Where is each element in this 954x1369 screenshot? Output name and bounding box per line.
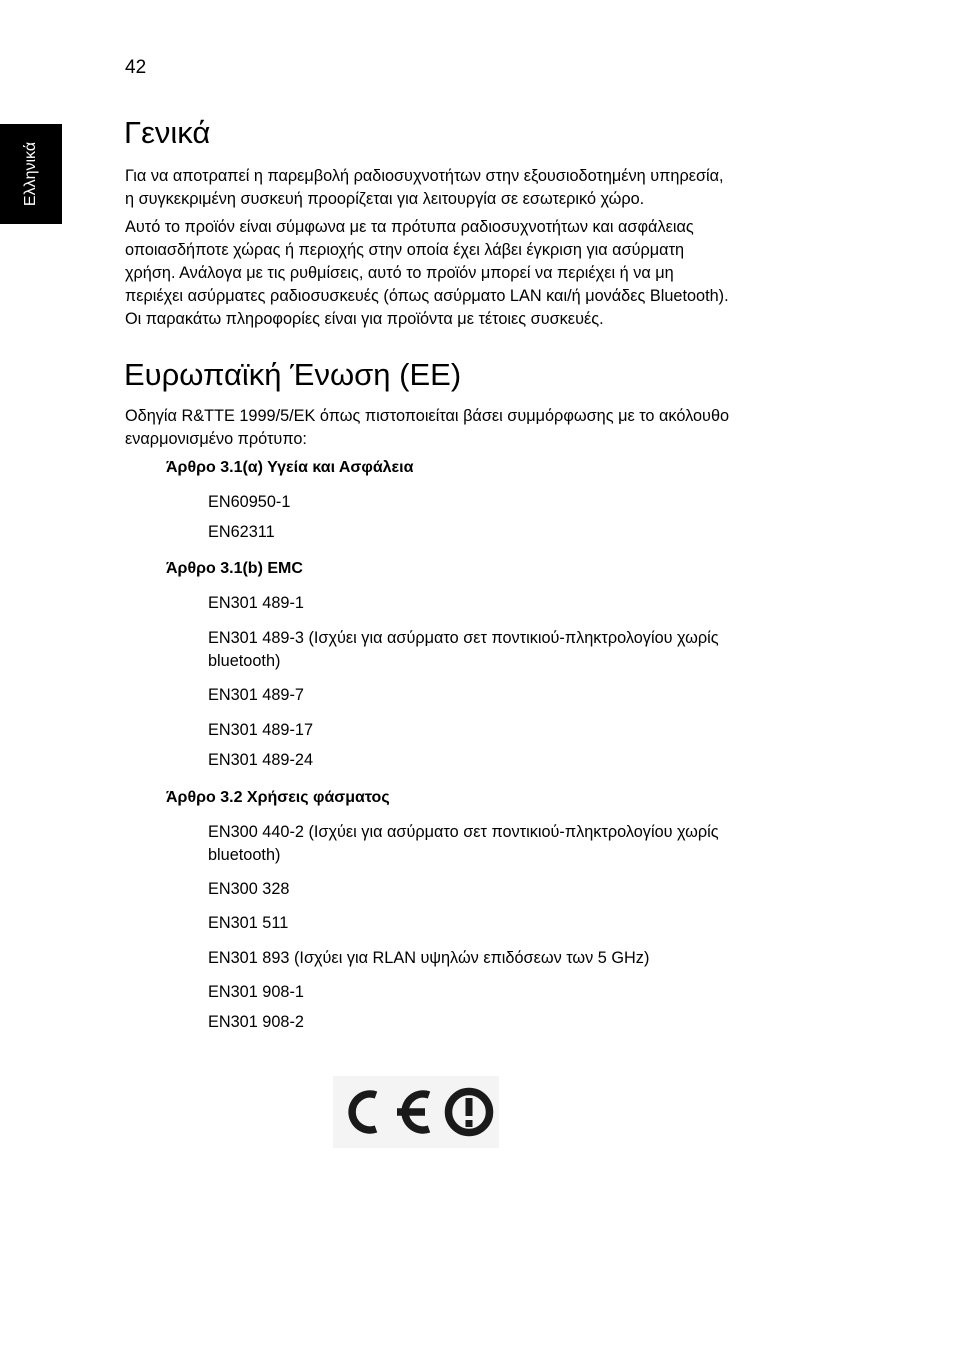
text-line: χρήση. Ανάλογα με τις ρυθμίσεις, αυτό το προϊόν μπορεί να περιέχει ή να μη bbox=[125, 264, 674, 282]
section-heading-general: Γενικά bbox=[124, 115, 211, 150]
ce-alert-icon bbox=[333, 1076, 499, 1148]
article-heading: Άρθρο 3.2 Χρήσεις φάσματος bbox=[166, 789, 390, 806]
section-heading-eu: Ευρωπαϊκή Ένωση (ΕΕ) bbox=[124, 357, 462, 392]
text-line: bluetooth) bbox=[208, 652, 281, 670]
standard-item: EN301 908-1 bbox=[208, 983, 304, 1001]
standard-item: EN60950-1 bbox=[208, 493, 291, 511]
general-paragraph-1 bbox=[125, 165, 825, 211]
text-line: EN301 489-3 (Ισχύει για ασύρματο σετ ποντικιού-πληκτρολογίου χωρίς bbox=[208, 629, 719, 647]
eu-intro-paragraph bbox=[125, 405, 825, 451]
standard-item: EN301 489-17 bbox=[208, 721, 314, 739]
standard-item: EN301 489-7 bbox=[208, 686, 304, 704]
text-line: Αυτό το προϊόν είναι σύμφωνα με τα πρότυπα ραδιοσυχνοτήτων και ασφάλειας bbox=[125, 218, 694, 236]
text-line: Οι παρακάτω πληροφορίες είναι για προϊόντα με τέτοιες συσκευές. bbox=[125, 310, 604, 328]
text-line: οποιασδήποτε χώρας ή περιοχής στην οποία έχει λάβει έγκριση για ασύρματη bbox=[125, 241, 685, 259]
standard-item: EN301 511 bbox=[208, 914, 289, 932]
standard-item bbox=[208, 821, 828, 867]
standard-item bbox=[208, 627, 828, 673]
text-line: περιέχει ασύρματες ραδιοσυσκευές (όπως ασύρματο LAN και/ή μονάδες Bluetooth). bbox=[125, 287, 729, 305]
side-tab-label: Ελληνικά bbox=[22, 141, 39, 207]
text-line: bluetooth) bbox=[208, 846, 281, 864]
standard-item: EN301 893 (Ισχύει για RLAN υψηλών επιδόσεων των 5 GHz) bbox=[208, 949, 650, 967]
standard-item: EN301 489-1 bbox=[208, 594, 304, 612]
text-line: Για να αποτραπεί η παρεμβολή ραδιοσυχνοτήτων στην εξουσιοδοτημένη υπηρεσία, bbox=[125, 167, 724, 185]
page-number: 42 bbox=[125, 57, 147, 78]
general-paragraph-2 bbox=[125, 216, 825, 331]
standard-item: EN300 328 bbox=[208, 880, 290, 898]
article-heading: Άρθρο 3.1(b) EMC bbox=[166, 560, 303, 577]
standard-item: EN301 908-2 bbox=[208, 1013, 304, 1031]
text-line: EN300 440-2 (Ισχύει για ασύρματο σετ ποντικιού-πληκτρολογίου χωρίς bbox=[208, 823, 719, 841]
article-heading: Άρθρο 3.1(α) Υγεία και Ασφάλεια bbox=[166, 459, 414, 476]
language-side-tab bbox=[0, 124, 62, 224]
text-line: Οδηγία R&TTE 1999/5/ΕΚ όπως πιστοποιείται βάσει συμμόρφωσης με το ακόλουθο bbox=[125, 407, 730, 425]
text-line: η συγκεκριμένη συσκευή προορίζεται για λειτουργία σε εσωτερικό χώρο. bbox=[125, 190, 645, 208]
standard-item: EN62311 bbox=[208, 523, 275, 541]
text-line: εναρμονισμένο πρότυπο: bbox=[125, 430, 307, 448]
standard-item: EN301 489-24 bbox=[208, 751, 314, 769]
ce-mark-logo bbox=[333, 1076, 499, 1148]
